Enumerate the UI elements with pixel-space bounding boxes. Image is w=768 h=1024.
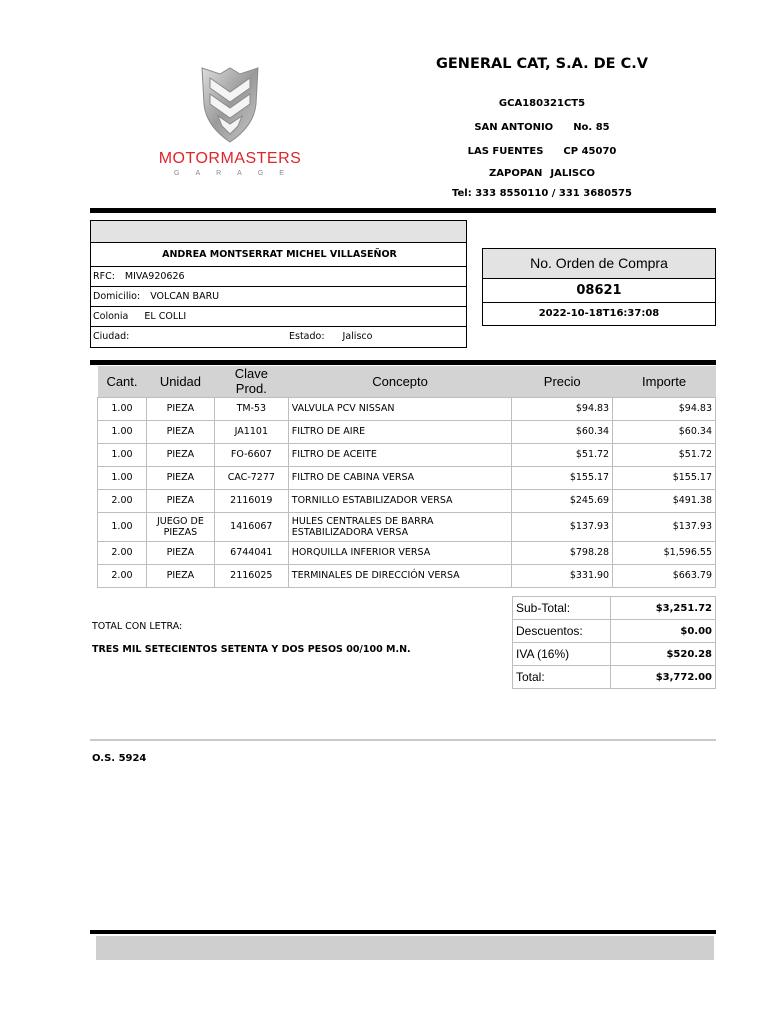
iva-label: IVA (16%) bbox=[513, 643, 611, 666]
row-price: $245.69 bbox=[512, 489, 613, 512]
discount-label: Descuentos: bbox=[513, 620, 611, 643]
row-concept: TORNILLO ESTABILIZADOR VERSA bbox=[288, 489, 512, 512]
row-code: FO-6607 bbox=[214, 443, 288, 466]
purchase-order-box bbox=[482, 248, 716, 326]
brand-subtitle: GARAGE bbox=[174, 170, 300, 177]
client-name: ANDREA MONTSERRAT MICHEL VILLASEÑOR bbox=[91, 243, 466, 267]
motormasters-shield-icon bbox=[198, 64, 262, 144]
row-unit: PIEZA bbox=[146, 466, 214, 489]
client-box bbox=[90, 220, 467, 348]
table-row bbox=[98, 564, 716, 587]
row-concept: FILTRO DE AIRE bbox=[288, 420, 512, 443]
subtotal-row bbox=[513, 597, 716, 620]
company-neighborhood-name: LAS FUENTES bbox=[467, 146, 544, 157]
row-code: 6744041 bbox=[214, 541, 288, 564]
row-amount: $1,596.55 bbox=[613, 541, 716, 564]
row-price: $94.83 bbox=[512, 397, 613, 420]
table-row bbox=[98, 489, 716, 512]
col-header-amount: Importe bbox=[613, 366, 716, 397]
discount-value: $0.00 bbox=[611, 620, 716, 643]
row-code: JA1101 bbox=[214, 420, 288, 443]
row-unit: PIEZA bbox=[146, 397, 214, 420]
purchase-order-datetime: 2022-10-18T16:37:08 bbox=[538, 308, 660, 319]
row-code: 1416067 bbox=[214, 512, 288, 541]
client-address-label: Domicilio: bbox=[93, 291, 141, 302]
company-phone: Tel: 333 8550110 / 331 3680575 bbox=[452, 188, 632, 199]
company-city-state bbox=[410, 168, 674, 179]
row-unit: PIEZA bbox=[146, 420, 214, 443]
row-qty: 1.00 bbox=[98, 466, 147, 489]
client-city-row bbox=[91, 327, 466, 347]
company-logo bbox=[150, 64, 310, 184]
row-price: $137.93 bbox=[512, 512, 613, 541]
table-divider bbox=[90, 360, 716, 365]
company-city: ZAPOPAN bbox=[489, 168, 543, 179]
items-table bbox=[97, 366, 716, 588]
row-code: 2116019 bbox=[214, 489, 288, 512]
company-info bbox=[410, 56, 674, 199]
row-unit: PIEZA bbox=[146, 541, 214, 564]
row-price: $331.90 bbox=[512, 564, 613, 587]
row-price: $798.28 bbox=[512, 541, 613, 564]
row-qty: 1.00 bbox=[98, 397, 147, 420]
row-qty: 1.00 bbox=[98, 443, 147, 466]
client-state-group bbox=[289, 327, 372, 346]
row-qty: 2.00 bbox=[98, 541, 147, 564]
row-code: 2116025 bbox=[214, 564, 288, 587]
total-row bbox=[513, 666, 716, 689]
company-neighborhood bbox=[410, 146, 674, 157]
row-qty: 1.00 bbox=[98, 512, 147, 541]
company-rfc: GCA180321CT5 bbox=[498, 98, 586, 109]
items-header-row bbox=[98, 366, 716, 397]
row-concept: FILTRO DE CABINA VERSA bbox=[288, 466, 512, 489]
client-address: VOLCAN BARU bbox=[150, 291, 220, 302]
row-amount: $491.38 bbox=[613, 489, 716, 512]
row-price: $155.17 bbox=[512, 466, 613, 489]
iva-row bbox=[513, 643, 716, 666]
total-label: Total: bbox=[513, 666, 611, 689]
row-concept: FILTRO DE ACEITE bbox=[288, 443, 512, 466]
row-amount: $155.17 bbox=[613, 466, 716, 489]
company-street bbox=[410, 122, 674, 133]
client-rfc-row bbox=[91, 267, 466, 287]
col-header-unit: Unidad bbox=[146, 366, 214, 397]
row-concept: TERMINALES DE DIRECCIÓN VERSA bbox=[288, 564, 512, 587]
client-city-label: Ciudad: bbox=[93, 331, 130, 342]
row-code: CAC-7277 bbox=[214, 466, 288, 489]
table-row bbox=[98, 420, 716, 443]
row-amount: $94.83 bbox=[613, 397, 716, 420]
row-amount: $60.34 bbox=[613, 420, 716, 443]
purchase-order-number: 08621 bbox=[483, 279, 715, 303]
row-amount: $663.79 bbox=[613, 564, 716, 587]
table-row bbox=[98, 443, 716, 466]
footer-bar bbox=[96, 936, 714, 960]
row-amount: $137.93 bbox=[613, 512, 716, 541]
row-unit: PIEZA bbox=[146, 489, 214, 512]
row-concept: HULES CENTRALES DE BARRA ESTABILIZADORA VERSA bbox=[288, 512, 512, 541]
row-unit: JUEGO DE PIEZAS bbox=[146, 512, 214, 541]
footer-rule bbox=[90, 930, 716, 934]
client-address-row bbox=[91, 287, 466, 307]
company-street-number: No. 85 bbox=[573, 122, 610, 133]
client-state: Jalisco bbox=[342, 331, 373, 342]
row-qty: 1.00 bbox=[98, 420, 147, 443]
amount-in-words: TRES MIL SETECIENTOS SETENTA Y DOS PESOS 00/100 M.N. bbox=[92, 644, 411, 655]
footer-separator bbox=[90, 739, 716, 741]
service-order: O.S. 5924 bbox=[92, 753, 147, 764]
table-row bbox=[98, 397, 716, 420]
client-colonia: EL COLLI bbox=[144, 311, 187, 322]
client-box-header bbox=[91, 221, 466, 243]
row-unit: PIEZA bbox=[146, 564, 214, 587]
brand-name: MOTORMASTERS bbox=[158, 150, 302, 167]
client-state-label: Estado: bbox=[289, 331, 325, 342]
amount-in-words-label: TOTAL CON LETRA: bbox=[92, 621, 183, 632]
purchase-order-title: No. Orden de Compra bbox=[483, 249, 715, 279]
company-name: GENERAL CAT, S.A. DE C.V bbox=[436, 56, 648, 72]
subtotal-value: $3,251.72 bbox=[611, 597, 716, 620]
iva-value: $520.28 bbox=[611, 643, 716, 666]
row-qty: 2.00 bbox=[98, 489, 147, 512]
client-rfc: MIVA920626 bbox=[124, 271, 185, 282]
header-divider bbox=[90, 208, 716, 213]
company-state: JALISCO bbox=[550, 168, 595, 179]
company-zip: CP 45070 bbox=[563, 146, 617, 157]
table-row bbox=[98, 541, 716, 564]
row-concept: VALVULA PCV NISSAN bbox=[288, 397, 512, 420]
client-rfc-label: RFC: bbox=[93, 271, 115, 282]
discount-row bbox=[513, 620, 716, 643]
col-header-price: Precio bbox=[512, 366, 613, 397]
client-colonia-row bbox=[91, 307, 466, 327]
total-value: $3,772.00 bbox=[611, 666, 716, 689]
col-header-concept: Concepto bbox=[288, 366, 512, 397]
row-code: TM-53 bbox=[214, 397, 288, 420]
company-street-name: SAN ANTONIO bbox=[474, 122, 554, 133]
table-row bbox=[98, 512, 716, 541]
row-price: $51.72 bbox=[512, 443, 613, 466]
row-concept: HORQUILLA INFERIOR VERSA bbox=[288, 541, 512, 564]
row-qty: 2.00 bbox=[98, 564, 147, 587]
row-price: $60.34 bbox=[512, 420, 613, 443]
totals-table bbox=[512, 596, 716, 689]
table-row bbox=[98, 466, 716, 489]
col-header-code: Clave Prod. bbox=[214, 366, 288, 397]
row-amount: $51.72 bbox=[613, 443, 716, 466]
client-colonia-label: Colonia bbox=[93, 311, 129, 322]
subtotal-label: Sub-Total: bbox=[513, 597, 611, 620]
col-header-qty: Cant. bbox=[98, 366, 147, 397]
row-unit: PIEZA bbox=[146, 443, 214, 466]
